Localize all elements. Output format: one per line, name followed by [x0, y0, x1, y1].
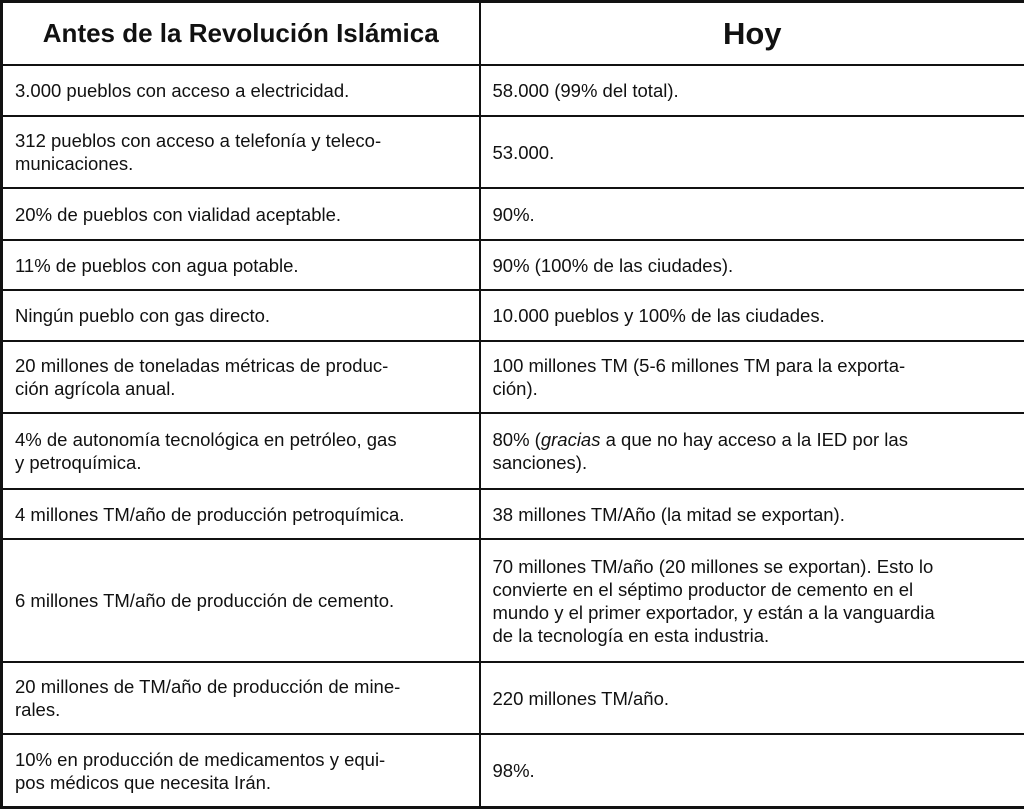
- table-row: [2, 65, 1024, 116]
- cell-before: [2, 539, 480, 662]
- cell-text: 4% de autonomía tecnológica en petróleo, gas: [15, 429, 397, 450]
- cell-text: 53.000.: [493, 142, 555, 163]
- cell-text: 20 millones de toneladas métricas de produc-: [15, 355, 388, 376]
- table-row: [2, 489, 1024, 539]
- cell-today: [480, 341, 1024, 413]
- cell-text: 3.000 pueblos con acceso a electricidad.: [15, 80, 349, 101]
- table-row: [2, 341, 1024, 413]
- cell-today: [480, 662, 1024, 734]
- cell-text: 80% (: [493, 429, 541, 450]
- table-row: [2, 413, 1024, 489]
- cell-today: [480, 290, 1024, 341]
- cell-text: 6 millones TM/año de producción de cemento.: [15, 590, 394, 611]
- cell-text-cont: municaciones.: [15, 153, 133, 174]
- cell-text: 312 pueblos con acceso a telefonía y teleco-: [15, 130, 381, 151]
- cell-today: [480, 489, 1024, 539]
- cell-text: 70 millones TM/año (20 millones se exportan). Esto lo: [493, 556, 934, 577]
- cell-text-cont: rales.: [15, 699, 60, 720]
- cell-today: [480, 116, 1024, 188]
- cell-before: [2, 116, 480, 188]
- cell-today: [480, 734, 1024, 808]
- cell-text: 20% de pueblos con vialidad aceptable.: [15, 204, 341, 225]
- cell-text: 4 millones TM/año de producción petroquímica.: [15, 504, 404, 525]
- cell-before: [2, 413, 480, 489]
- cell-text: 220 millones TM/año.: [493, 688, 670, 709]
- cell-today: [480, 188, 1024, 240]
- cell-text: 98%.: [493, 760, 535, 781]
- table-row: [2, 662, 1024, 734]
- cell-text: Ningún pueblo con gas directo.: [15, 305, 270, 326]
- cell-text-cont: convierte en el séptimo productor de cemento en el: [493, 579, 914, 600]
- table-row: [2, 539, 1024, 662]
- table-row: [2, 240, 1024, 290]
- cell-text: 10.000 pueblos y 100% de las ciudades.: [493, 305, 825, 326]
- cell-text: a que no hay acceso a la IED por las: [600, 429, 908, 450]
- header-today: Hoy: [480, 2, 1024, 66]
- header-row: [2, 2, 1024, 66]
- table-row: [2, 290, 1024, 341]
- cell-text-emphasis: gracias: [541, 429, 601, 450]
- cell-text: 10% en producción de medicamentos y equi-: [15, 749, 385, 770]
- table-row: [2, 734, 1024, 808]
- cell-today: [480, 539, 1024, 662]
- cell-before: [2, 341, 480, 413]
- cell-text: 90%.: [493, 204, 535, 225]
- cell-text-cont: ción agrícola anual.: [15, 378, 175, 399]
- cell-text-cont: sanciones).: [493, 452, 588, 473]
- cell-before: [2, 489, 480, 539]
- header-before: Antes de la Revolución Islámica: [2, 2, 480, 66]
- cell-text-cont: ción).: [493, 378, 538, 399]
- cell-text: 11% de pueblos con agua potable.: [15, 255, 299, 276]
- table-row: [2, 188, 1024, 240]
- cell-before: [2, 240, 480, 290]
- cell-before: [2, 65, 480, 116]
- cell-today: [480, 240, 1024, 290]
- cell-text: 58.000 (99% del total).: [493, 80, 679, 101]
- table-row: [2, 116, 1024, 188]
- cell-before: [2, 290, 480, 341]
- cell-text: 38 millones TM/Año (la mitad se exportan).: [493, 504, 845, 525]
- cell-text: 20 millones de TM/año de producción de mine-: [15, 676, 400, 697]
- cell-text-cont: pos médicos que necesita Irán.: [15, 772, 271, 793]
- cell-text: 100 millones TM (5-6 millones TM para la exporta-: [493, 355, 906, 376]
- cell-before: [2, 662, 480, 734]
- cell-today: [480, 65, 1024, 116]
- cell-text: 90% (100% de las ciudades).: [493, 255, 734, 276]
- cell-text-cont: de la tecnología en esta industria.: [493, 625, 770, 646]
- cell-before: [2, 734, 480, 808]
- cell-text-cont: mundo y el primer exportador, y están a la vanguardia: [493, 602, 935, 623]
- cell-before: [2, 188, 480, 240]
- cell-text-cont: y petroquímica.: [15, 452, 141, 473]
- cell-today: [480, 413, 1024, 489]
